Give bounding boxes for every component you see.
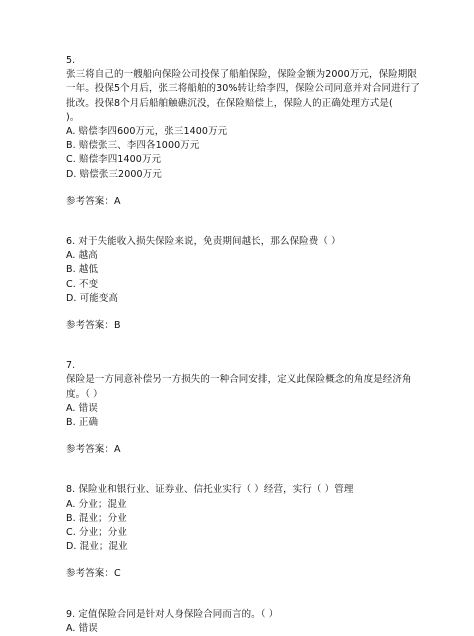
- question-7: [66, 359, 410, 457]
- question-stem-line: )。: [66, 111, 80, 123]
- question-5: [66, 54, 420, 209]
- option-a: A. 错误: [66, 402, 98, 414]
- exam-page: [66, 54, 420, 636]
- option-a: A. 越高: [66, 250, 98, 262]
- option-b: B. 混业；分业: [66, 512, 127, 524]
- question-9: [66, 608, 410, 636]
- reference-answer: 参考答案：C: [66, 568, 121, 580]
- option-d: D. 可能变高: [66, 292, 119, 304]
- option-c: C. 分业；分业: [66, 527, 127, 539]
- question-stem-line: 度。（ ）: [66, 388, 103, 400]
- question-stem-line: 8. 保险业和银行业、证券业、信托业实行（ ）经营，实行（ ）管理: [66, 484, 354, 496]
- option-a: A. 赔偿李四600万元，张三1400万元: [66, 126, 228, 138]
- option-a: A. 错误: [66, 622, 98, 634]
- option-b: B. 赔偿张三、李四各1000万元: [66, 140, 200, 152]
- option-d: D. 赔偿张三2000万元: [66, 168, 162, 180]
- option-d: D. 混业；混业: [66, 541, 128, 553]
- question-stem-line: 张三将自己的一艘船向保险公司投保了船舶保险，保险金额为2000万元，保险期限: [66, 69, 417, 81]
- question-6: [66, 235, 410, 333]
- question-stem-line: 一年。投保5个月后，张三将船舶的30%转让给李四，保险公司同意并对合同进行了: [66, 83, 420, 95]
- option-c: C. 不变: [66, 278, 99, 290]
- reference-answer: 参考答案：A: [66, 195, 121, 207]
- option-c: C. 赔偿李四1400万元: [66, 154, 162, 166]
- question-number: 5.: [66, 55, 76, 66]
- reference-answer: 参考答案：A: [66, 444, 121, 456]
- reference-answer: 参考答案：B: [66, 320, 121, 332]
- question-8: [66, 483, 410, 581]
- question-stem-line: 6. 对于失能收入损失保险来说，免责期间越长，那么保险费（ ）: [66, 236, 341, 248]
- question-stem-line: 保险是一方同意补偿另一方损失的一种合同安排，定义此保险概念的角度是经济角: [66, 374, 412, 386]
- option-a: A. 分业；混业: [66, 498, 127, 510]
- question-number: 7.: [66, 360, 76, 372]
- option-b: B. 正确: [66, 417, 99, 429]
- option-b: B. 越低: [66, 264, 99, 276]
- question-stem-line: 批改。投保8个月后船舶触礁沉没，在保险赔偿上，保险人的正确处理方式是(: [66, 97, 393, 109]
- question-stem-line: 9. 定值保险合同是针对人身保险合同而言的。（ ）: [66, 608, 279, 620]
